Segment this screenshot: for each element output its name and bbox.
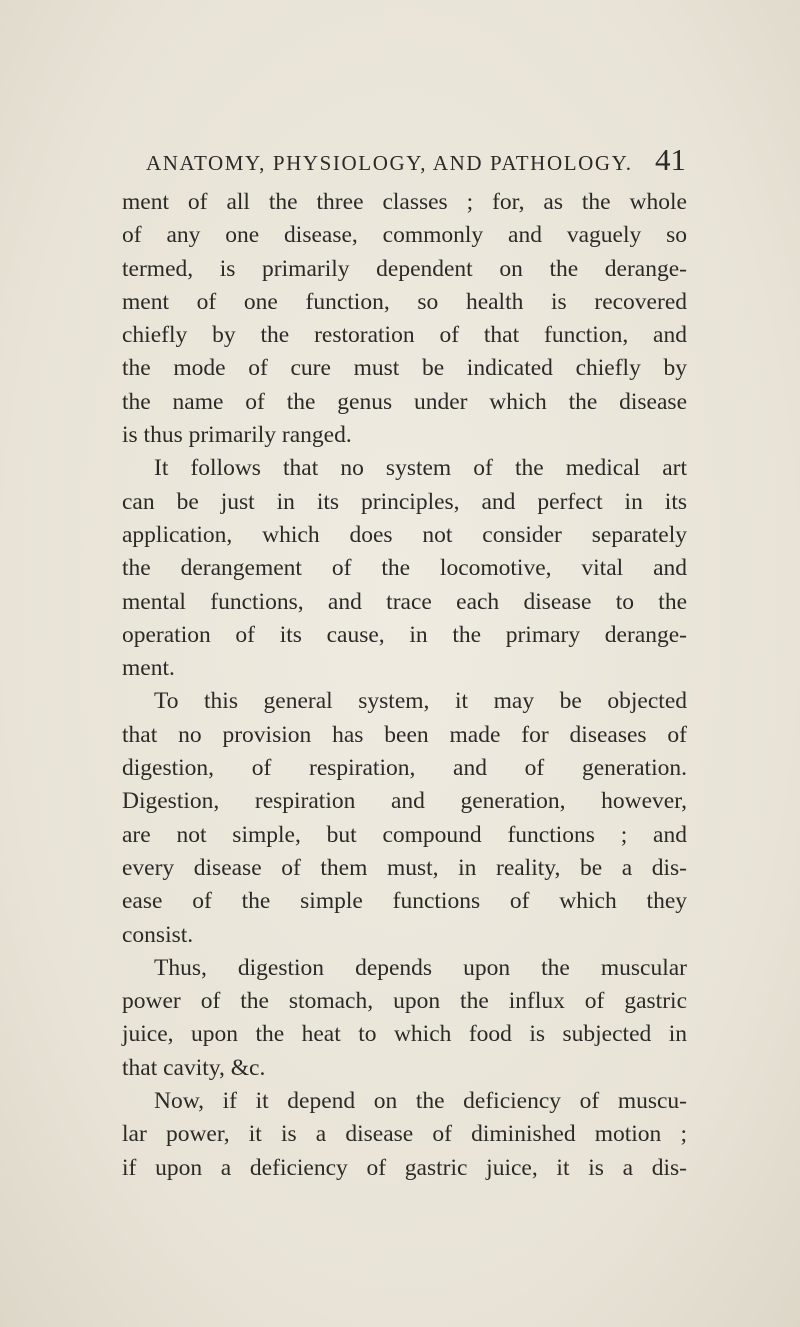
text-line: To this general system, it may be objected bbox=[154, 688, 687, 715]
text-line: are not simple, but compound functions ; and bbox=[122, 821, 687, 848]
text-line: juice, upon the heat to which food is subjected in bbox=[122, 1021, 687, 1048]
text-line: termed, is primarily dependent on the derange- bbox=[122, 255, 687, 282]
text-line: Thus, digestion depends upon the muscular bbox=[154, 954, 687, 981]
text-line: ease of the simple functions of which they bbox=[122, 888, 687, 915]
running-head-title: ANATOMY, PHYSIOLOGY, AND PATHOLOGY. bbox=[146, 151, 633, 175]
text-line: power of the stomach, upon the influx of gastric bbox=[122, 988, 687, 1015]
text-line: the name of the genus under which the disease bbox=[122, 388, 687, 415]
text-line: ment. bbox=[122, 655, 175, 682]
text-line: the derangement of the locomotive, vital and bbox=[122, 555, 687, 582]
text-line: the mode of cure must be indicated chiefly by bbox=[122, 355, 687, 382]
text-line: application, which does not consider separately bbox=[122, 521, 687, 548]
text-line: ment of all the three classes ; for, as the whole bbox=[122, 189, 687, 215]
text-line: Digestion, respiration and generation, however, bbox=[122, 788, 687, 815]
running-head bbox=[146, 142, 686, 178]
text-line: of any one disease, commonly and vaguely so bbox=[122, 222, 687, 249]
text-line: chiefly by the restoration of that function, and bbox=[122, 322, 687, 349]
text-line: lar power, it is a disease of diminished motion ; bbox=[122, 1121, 687, 1148]
text-line: consist. bbox=[122, 921, 194, 948]
text-line: It follows that no system of the medical art bbox=[154, 455, 687, 482]
text-line: ment of one function, so health is recovered bbox=[122, 288, 687, 315]
text-line: is thus primarily ranged. bbox=[122, 422, 352, 449]
text-line: can be just in its principles, and perfect in its bbox=[122, 488, 687, 515]
text-line: Now, if it depend on the deficiency of muscu- bbox=[154, 1088, 687, 1115]
text-line: every disease of them must, in reality, be a dis- bbox=[122, 854, 687, 881]
body-text bbox=[122, 186, 687, 1185]
text-line: if upon a deficiency of gastric juice, it is a dis- bbox=[122, 1154, 687, 1181]
text-line: digestion, of respiration, and of generation. bbox=[122, 755, 687, 782]
text-line: that no provision has been made for diseases of bbox=[122, 721, 687, 748]
text-line: that cavity, &c. bbox=[122, 1054, 266, 1081]
page-number: 41 bbox=[655, 142, 686, 177]
text-line: operation of its cause, in the primary derange- bbox=[122, 621, 687, 648]
text-line: mental functions, and trace each disease to the bbox=[122, 588, 687, 615]
